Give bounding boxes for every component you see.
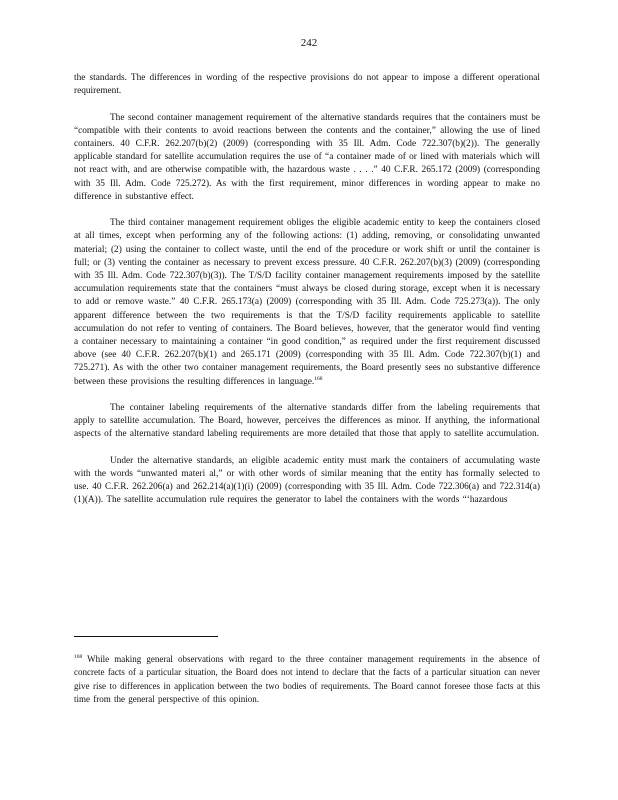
footnote-divider (74, 636, 218, 637)
footnote-reference[interactable]: 168 (314, 375, 323, 382)
footnote-text: While making general observations with regard to the three container management requirements in the absence of concrete facts of a particular situation, the Board does not intend to declare that the facts of a particular situation can never give rise to differences in application between the two bodies of requirements. The Board cannot foresee those facts at this time from the general perspective of this opinion. (74, 654, 540, 704)
page-number: 242 (300, 37, 318, 49)
paragraph-1: the standards. The differences in wording of the respective provisions do not appear to impose a different operational requirement. (74, 73, 540, 97)
paragraph-3-text: The third container management requirement obliges the eligible academic entity to keep the containers closed at all times, except when performing any of the following actions: (1) adding, removing, or consolidating unwanted material; (2) using the container to collect waste, until the end of the procedure or work shift or until the container is full; or (3) venting the container as necessary to prevent excess pressure. 40 C.F.R. 262.207(b)(3) (2009) (corresponding with 35 Ill. Adm. Code 722.307(b)(3)). The T/S/D facility container management requirements imposed by the satellite accumulation requirements state that the containers “must always be closed during storage, except when it is necessary to add or remove waste.” 40 C.F.R. 265.173(a) (2009) (corresponding with 35 Ill. Adm. Code 725.273(a)). The only apparent difference between the two requirements is that the T/S/D facility requirements applicable to satellite accumulation do not refer to venting of containers. The Board believes, however, that the generator would find venting a container necessary to maintaining a container “in good condition,” as required under the first requirement discussed above (see 40 C.F.R. 262.207(b)(1) and 265.171 (2009) (corresponding with 35 Ill. Adm. Code 722.307(b)(1) and 725.271). As with the other two container management requirements, the Board presently sees no substantive difference between these provisions the resulting differences in language. (74, 218, 540, 387)
footnote (74, 653, 540, 706)
footnote-number: 168 (74, 654, 83, 660)
paragraph-5: Under the alternative standards, an eligible academic entity must mark the containers of accumulating waste with the words “unwanted materi al,” or with other words of similar meaning that the entity has formally selected to use. 40 C.F.R. 262.206(a) and 262.214(a)(1)(i) (2009) (corresponding with 35 Ill. Adm. Code 722.306(a) and 722.314(a)(1)(A)). The satellite accumulation rule requires the generator to label the containers with the words “‘hazardous (74, 455, 540, 506)
paragraph-2: The second container management requirement of the alternative standards requires that the containers must be “compatible with their contents to avoid reactions between the contents and the container,” allowing the use of lined containers. 40 C.F.R. 262.207(b)(2) (2009) (corresponding with 35 Ill. Adm. Code 722.307(b)(2)). The generally applicable standard for satellite accumulation requires the use of “a container made of or lined with materials which will not react with, and are otherwise compatible with, the hazardous waste . . . .” 40 C.F.R. 265.172 (2009) (corresponding with 35 Ill. Adm. Code 725.272). As with the first requirement, minor differences in wording appear to make no difference in substantive effect. (74, 112, 540, 202)
paragraph-4: The container labeling requirements of the alternative standards differ from the labeling requirements that apply to satellite accumulation. The Board, however, perceives the differences as minor. If anything, the informational aspects of the alternative standard labeling requirements are more detailed that those that apply to satellite accumulation. (74, 403, 540, 440)
body-text (74, 72, 540, 508)
paragraph-3 (74, 217, 540, 389)
